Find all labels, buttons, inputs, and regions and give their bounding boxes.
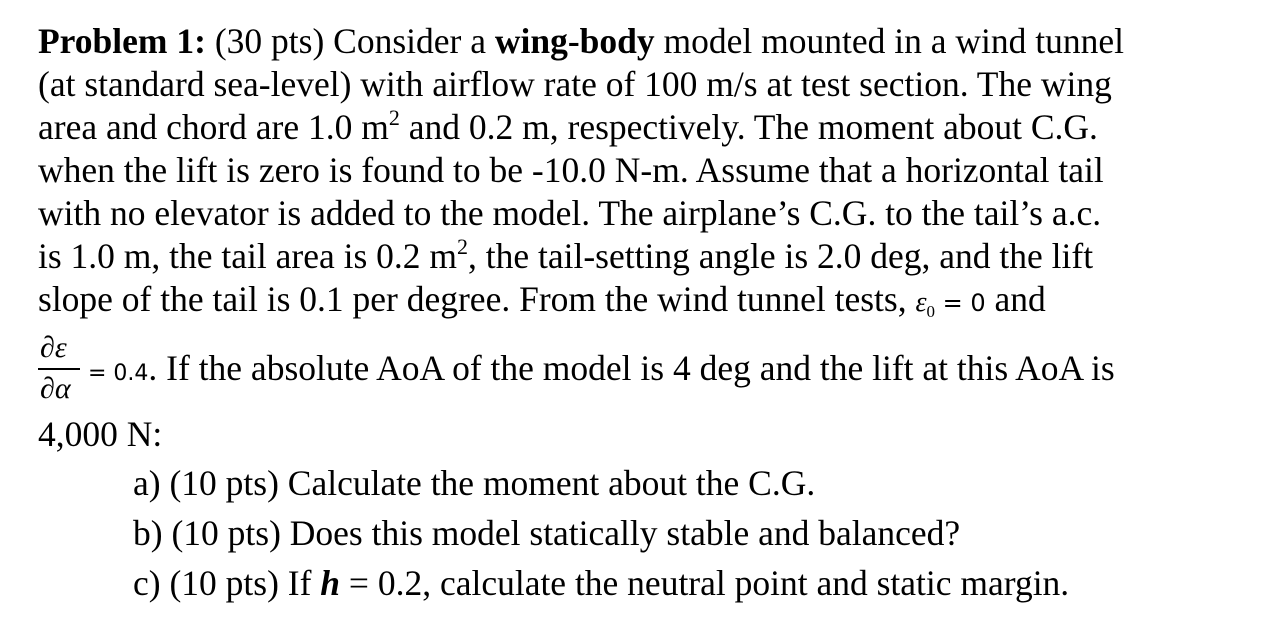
epsilon-symbol [915, 287, 936, 321]
fraction-numerator: ∂ε [40, 331, 67, 364]
part-text: c) (10 pts) If [133, 563, 321, 603]
problem-line-7 [38, 278, 1238, 321]
derivative-line [38, 331, 1238, 411]
fraction-bar [38, 368, 80, 370]
problem-text: , the tail-setting angle is 2.0 deg, and the lift [468, 236, 1094, 276]
problem-text: area and chord are 1.0 m [38, 107, 389, 147]
epsilon-subscript: 0 [926, 302, 936, 321]
question-part-c [133, 562, 1069, 612]
derivative-value: = 0.4 [88, 361, 149, 386]
problem-line-6 [38, 235, 1238, 278]
lift-value-line: 4,000 N: [38, 414, 163, 454]
variable-h: h [320, 563, 341, 603]
problem-text: and 0.2 m, respectively. The moment about C.G. [399, 107, 1098, 147]
problem-text: when the lift is zero is found to be -10.0 N-m. Assume that a horizontal tail [38, 150, 1104, 190]
problem-text: . If the absolute AoA of the model is 4 deg and the lift at this AoA is [148, 348, 1115, 388]
epsilon-char: ε [915, 287, 927, 318]
problem-emphasis: wing-body [494, 21, 655, 61]
superscript: 2 [388, 105, 400, 130]
question-part-a: a) (10 pts) Calculate the moment about the C.G. [133, 463, 816, 503]
problem-line-2 [38, 63, 1238, 106]
problem-text: (at standard sea-level) with airflow rate of 100 m/s at test section. The wing [38, 64, 1112, 104]
problem-statement [38, 20, 1238, 321]
derivative-text [88, 347, 1115, 395]
part-text: = 0.2, calculate the neutral point and static margin. [340, 563, 1070, 603]
problem-text: model mounted in a wind tunnel [654, 21, 1124, 61]
fraction-denominator: ∂α [40, 372, 71, 405]
problem-text: slope of the tail is 0.1 per degree. From the wind tunnel tests, [38, 279, 916, 319]
problem-text: with no elevator is added to the model. The airplane’s C.G. to the tail’s a.c. [38, 193, 1102, 233]
question-parts [133, 462, 1069, 612]
problem-heading: Problem 1: [38, 21, 206, 61]
problem-text: (30 pts) Consider a [205, 21, 495, 61]
problem-text: is 1.0 m, the tail area is 0.2 m [38, 236, 458, 276]
question-part-b: b) (10 pts) Does this model statically stable and balanced? [133, 513, 961, 553]
epsilon-equation: = 0 [935, 289, 986, 317]
problem-line-4 [38, 149, 1238, 192]
problem-line-5 [38, 192, 1238, 235]
superscript: 2 [457, 234, 469, 259]
problem-text: and [985, 279, 1046, 319]
derivative-fraction [38, 331, 78, 411]
problem-line-3 [38, 106, 1238, 149]
problem-line-1 [38, 20, 1238, 63]
